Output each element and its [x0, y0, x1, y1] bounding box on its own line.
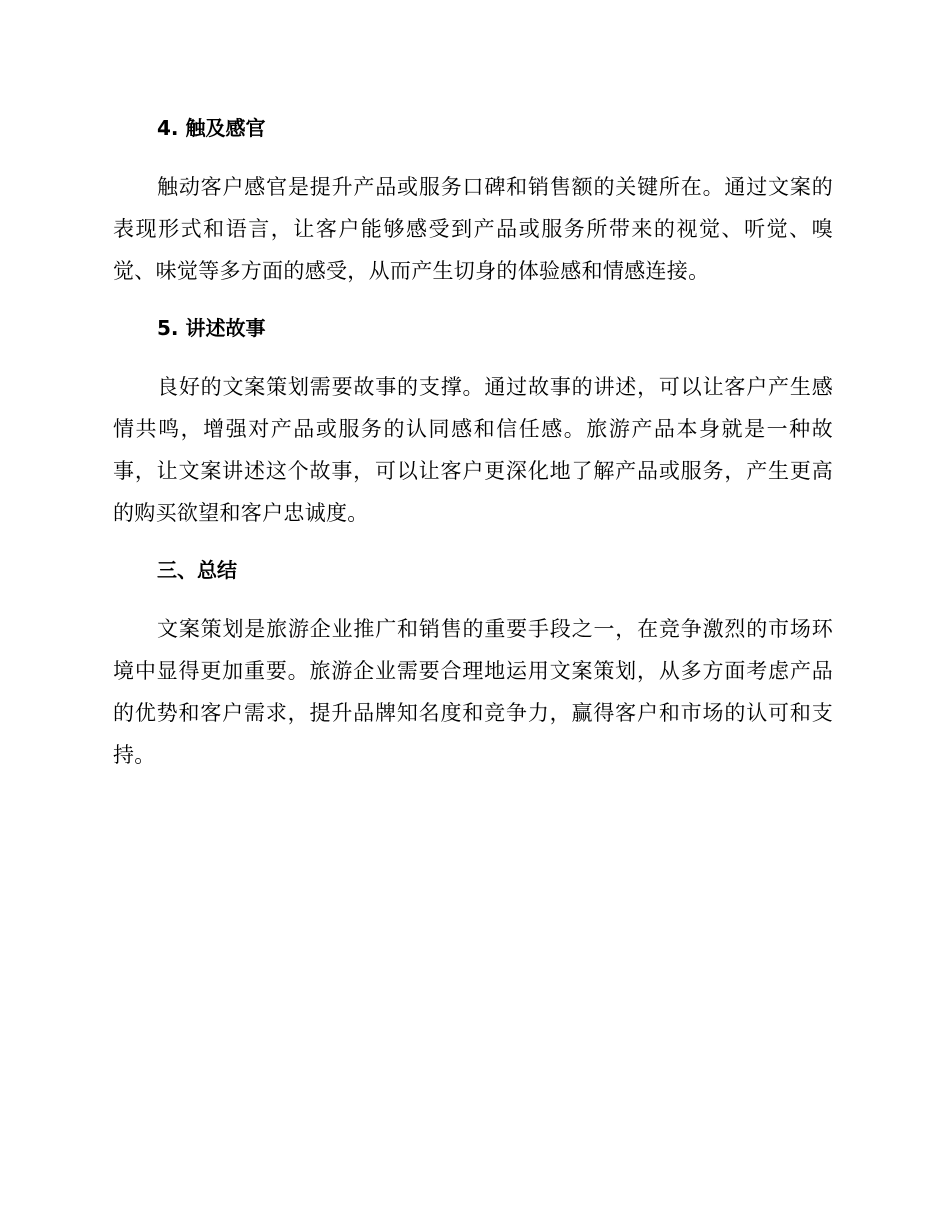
section-heading-touch-senses: 4. 触及感官 [157, 116, 266, 140]
section-paragraph-tell-story: 良好的文案策划需要故事的支撑。通过故事的讲述，可以让客户产生感情共鸣，增强对产品或服务的认同感和信任感。旅游产品本身就是一种故事，让文案讲述这个故事，可以让客户更深化地了解产品或服务，产生更高的购买欲望和客户忠诚度。 [113, 375, 833, 525]
section-heading-tell-story: 5. 讲述故事 [157, 316, 266, 340]
document-body [113, 111, 833, 795]
section-heading-summary: 三、总结 [157, 558, 237, 582]
section-paragraph-summary: 文案策划是旅游企业推广和销售的重要手段之一，在竞争激烈的市场环境中显得更加重要。旅游企业需要合理地运用文案策划，从多方面考虑产品的优势和客户需求，提升品牌知名度和竞争力，赢得客户和市场的认可和支持。 [113, 617, 833, 767]
section-paragraph-touch-senses: 触动客户感官是提升产品或服务口碑和销售额的关键所在。通过文案的表现形式和语言，让客户能够感受到产品或服务所带来的视觉、听觉、嗅觉、味觉等多方面的感受，从而产生切身的体验感和情感连接。 [113, 175, 833, 283]
